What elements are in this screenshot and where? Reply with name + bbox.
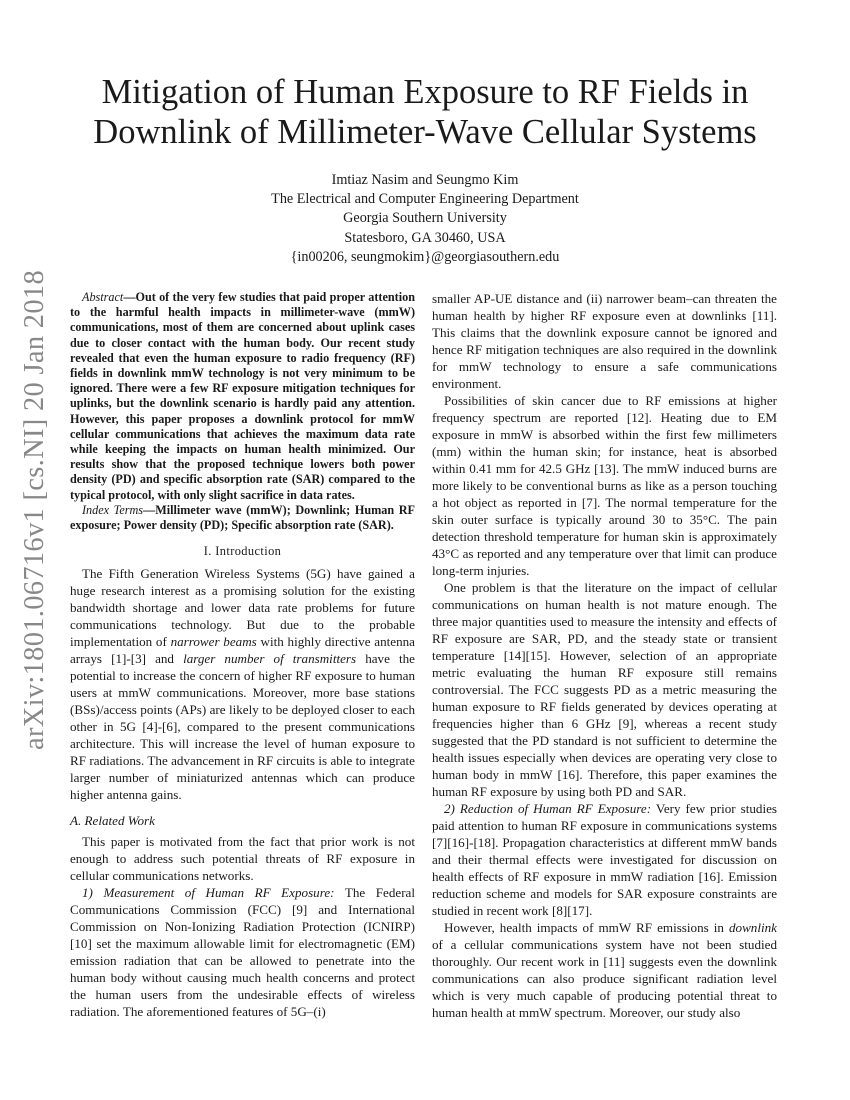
continued-paragraph: smaller AP-UE distance and (ii) narrower beam–can threaten the human health by higher RF exposure even at downlinks [11]. This claims that the downlink exposure cannot be ignored and hence RF mitigation techniques are also required in the downlink for mmW technology to ensure a safe communications environment. bbox=[432, 291, 777, 391]
abstract-label: Abstract bbox=[82, 290, 124, 304]
title-line-2: Downlink of Millimeter-Wave Cellular Systems bbox=[93, 113, 757, 151]
arxiv-identifier-text: arXiv:1801.06716v1 [cs.NI] 20 Jan 2018 bbox=[19, 270, 50, 750]
title-line-1: Mitigation of Human Exposure to RF Fields in bbox=[101, 73, 749, 111]
metrics-paragraph: One problem is that the literature on the impact of cellular communications on human health is not mature enough. The three major quantities used to measure the intensity and effects of RF exposure are SAR, PD, and the steady state or transient temperature [14][15]. However, selection of an appropriate metric evaluating the human RF exposure still remains controversial. The FCC suggests PD as a metric measuring the human exposure to RF fields generated by devices operating at frequencies higher than 6 GHz [9], whereas a recent study suggested that the PD standard is not sufficient to determine the health issues especially when devices are operating very close to human body in mmW [16]. Therefore, this paper examines the human RF exposure by using both PD and SAR. bbox=[432, 580, 777, 799]
measurement-paragraph bbox=[70, 884, 415, 1020]
subsubsection-label-reduction: 2) Reduction of Human RF Exposure: bbox=[444, 801, 652, 816]
subsubsection-label-measurement: 1) Measurement of Human RF Exposure: bbox=[82, 885, 335, 901]
abstract-text: —Out of the very few studies that paid proper attention to the harmful health impacts in millimeter-wave (mmW) communications, most of them are concerned about uplink cases due to closer contact with the human body. Our recent study revealed that even the human exposure to radio frequency (RF) fields in downlink mmW technology is not very minimum to be ignored. There were a few RF exposure mitigation techniques for uplinks, but the downlink scenario is hardly paid any attention. However, this paper proposes a downlink protocol for mmW cellular communications that achieves the maximum data rate while keeping the impacts on human health minimized. Our results show that the proposed technique lowers both power density (PD) and specific absorption rate (SAR) compared to the typical protocol, with only slight sacrifice in data rates. bbox=[70, 290, 415, 502]
section-heading-introduction: I. Introduction bbox=[203, 544, 282, 559]
intro-text-c: have the potential to increase the concern of higher RF exposure to human users at mmW communications. Moreover, more base stations (BSs)/access points (APs) are likely to be deployed closer to each other in 5G [4]-[6], compared to the present communications architecture. This will increase the level of human exposure to RF radiations. The advancement in RF circuits is able to integrate larger number of miniaturized antennas which can produce higher antenna gains. bbox=[70, 651, 415, 803]
index-terms-label: Index Terms bbox=[82, 502, 144, 517]
affiliation-university: Georgia Southern University bbox=[343, 210, 507, 227]
intro-text-b: with highly directive antenna arrays [1]-[3] and bbox=[70, 634, 415, 667]
skin-cancer-paragraph: Possibilities of skin cancer due to RF emissions at higher frequency spectrum are reported [12]. Heating due to EM exposure in mmW is absorbed within the first few millimeters (mm) within the human skin; for instance, heat is absorbed within 0.41 mm for 42.5 GHz [13]. The mmW induced burns are more likely to be conventional burns as like as a person touching a hot object as reported in [7]. The normal temperature for the skin outer surface is typically around 30 to 35°C. The pain detection threshold temperature for human skin is approximately 43°C as reported and any temperature over that limit can produce long-term injuries. bbox=[432, 393, 777, 578]
reduction-paragraph bbox=[432, 800, 777, 919]
affiliation-department: The Electrical and Computer Engineering Department bbox=[271, 191, 579, 208]
index-terms-text: —Millimeter wave (mmW); Downlink; Human RF exposure; Power density (PD); Specific absorption rate (SAR). bbox=[70, 502, 415, 533]
measurement-text: The Federal Communications Commission (FCC) [9] and International Commission on Non-Ionizing Radiation Protection (ICNIRP) [10] set the maximum allowable limit for electromagnetic (EM) emission radiation that can be allowed to penetrate into the human body without causing much health concerns and protect the human users from the undesirable effects of wireless radiation. The aforementioned features of 5G–(i) bbox=[70, 885, 415, 1020]
author-block bbox=[100, 171, 750, 267]
left-column bbox=[70, 290, 415, 1020]
right-column bbox=[432, 290, 777, 1021]
abstract bbox=[70, 290, 415, 533]
downlink-text-a: However, health impacts of mmW RF emissions in bbox=[444, 920, 729, 935]
author-names: Imtiaz Nasim and Seungmo Kim bbox=[331, 172, 519, 188]
reduction-text: Very few prior studies paid attention to human RF exposure in communications systems [7][16]-[18]. Propagation characteristics at different mmW bands and their thermal effects were investigated for discussion on health effects of RF exposure in mmW radiation [16]. Emission reduction scheme and models for SAR exposure constraints are studied in recent work [8][17]. bbox=[432, 801, 777, 918]
related-work-paragraph: This paper is motivated from the fact that prior work is not enough to address such potential threats of RF exposure in cellular communications networks. bbox=[70, 834, 415, 884]
downlink-text-b: of a cellular communications system have not been studied thoroughly. Our recent work in [11] suggests even the downlink communications can also produce significant radiation level which is very much capable of producing potential threat to human health at mmW spectrum. Moreover, our study also bbox=[432, 937, 777, 1020]
intro-text-a: The Fifth Generation Wireless Systems (5G) have gained a huge research interest as a promising solution for the existing bandwidth shortage and lower data rate problems for future communications technology. But due to the probable implementation of bbox=[70, 566, 415, 650]
intro-emphasis-narrow-beams: narrower beams bbox=[170, 634, 257, 650]
author-emails: {in00206, seungmokim}@georgiasouthern.edu bbox=[290, 248, 560, 265]
arxiv-identifier bbox=[20, 270, 50, 750]
affiliation-city: Statesboro, GA 30460, USA bbox=[344, 229, 506, 246]
subsection-heading-related-work: A. Related Work bbox=[70, 813, 155, 829]
intro-paragraph bbox=[70, 565, 415, 803]
index-terms bbox=[70, 503, 415, 533]
intro-emphasis-transmitters: larger number of transmitters bbox=[183, 651, 357, 667]
downlink-paragraph bbox=[432, 919, 777, 1021]
downlink-emphasis: downlink bbox=[728, 920, 777, 935]
paper-title bbox=[60, 72, 790, 152]
abstract-paragraph bbox=[70, 290, 415, 503]
